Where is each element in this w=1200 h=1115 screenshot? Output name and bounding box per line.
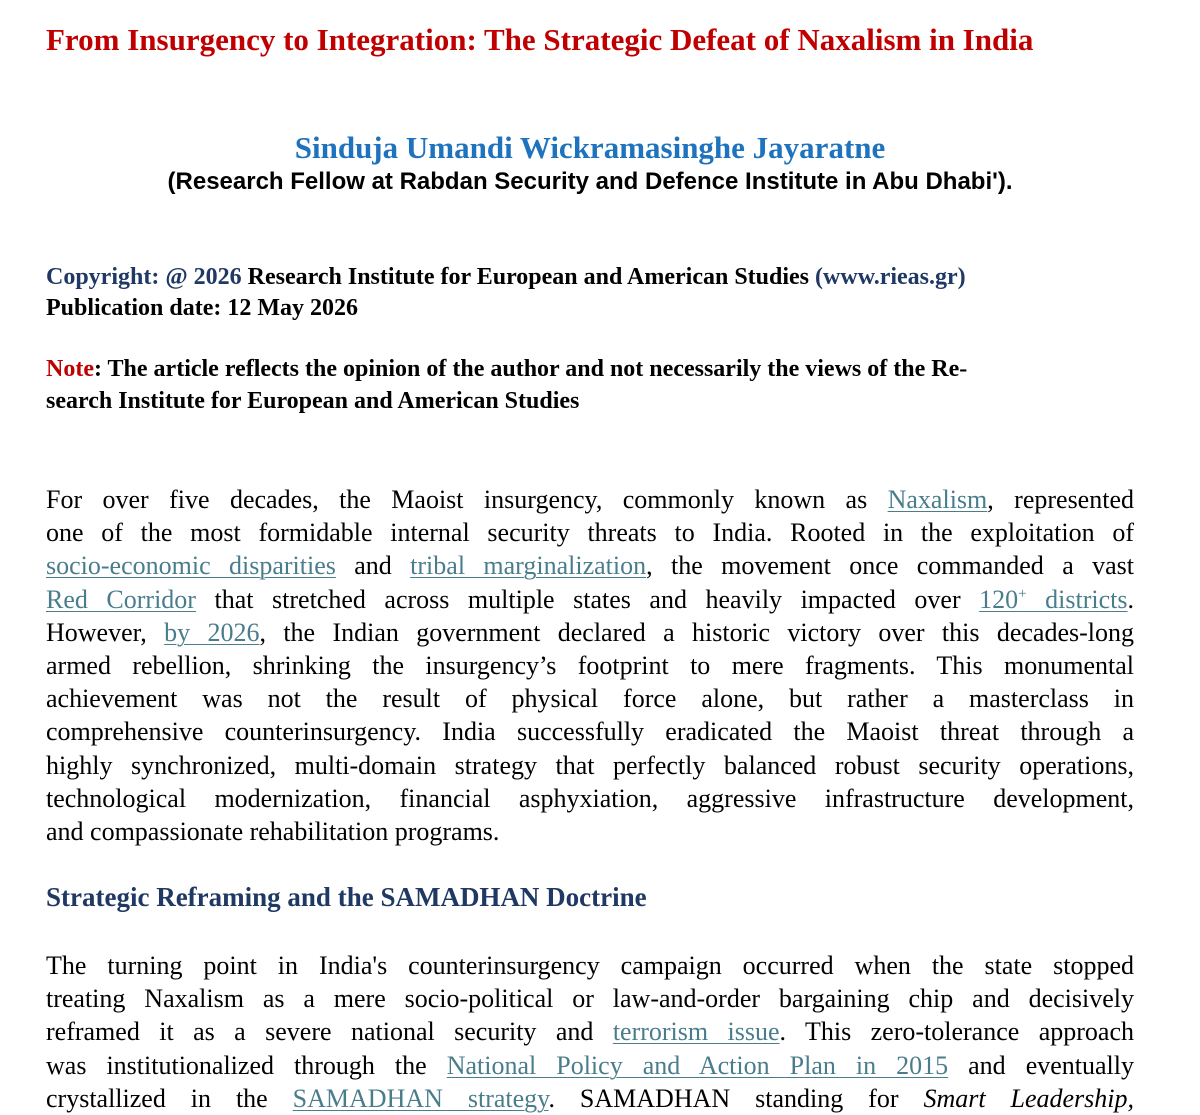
- link-socio-economic-disparities[interactable]: socio-economic disparities: [46, 551, 336, 581]
- intro-paragraph: [46, 483, 1134, 848]
- link-120-districts[interactable]: [979, 585, 1127, 614]
- link-districts-text: districts: [1026, 584, 1128, 614]
- disclaimer-note: [46, 353, 1146, 417]
- p1-line-8: comprehensive counterinsurgency. India successfully eradicated the Maoist threat through a: [46, 717, 1134, 747]
- link-120-number: 120: [979, 584, 1019, 614]
- p1-text: , the movement once commanded a vast: [646, 551, 1134, 581]
- link-by-2026[interactable]: by 2026: [164, 617, 260, 647]
- p2-text: and eventually: [948, 1050, 1134, 1080]
- p2-line-5: [46, 1082, 1134, 1115]
- p1-line-10: technological modernization, financial asphyxiation, aggressive infrastructure development,: [46, 783, 1134, 813]
- p1-line-4: [46, 583, 1134, 616]
- p1-line-5: [46, 616, 1134, 649]
- p2-text: . SAMADHAN standing for: [548, 1083, 924, 1113]
- link-samadhan-strategy[interactable]: SAMADHAN strategy: [292, 1083, 549, 1113]
- p1-line-3: [46, 549, 1134, 582]
- publication-meta: [46, 262, 1146, 324]
- note-text-1: : The article reflects the opinion of the author and not necessarily the views of the Re-: [93, 356, 968, 382]
- p2-text: . This zero-tolerance approach: [779, 1017, 1134, 1047]
- p1-text: However,: [46, 617, 165, 647]
- note-label: Note: [46, 356, 94, 382]
- superscript-plus: +: [1018, 585, 1027, 602]
- copyright-org: Research Institute for European and American Studies: [241, 264, 816, 290]
- samadhan-paragraph: [46, 949, 1134, 1115]
- p2-line-1: The turning point in India's counterinsurgency campaign occurred when the state stopped: [46, 951, 1134, 980]
- p1-line-9: highly synchronized, multi-domain strategy that perfectly balanced robust security operations,: [46, 750, 1134, 780]
- p2-line-3: [46, 1015, 1134, 1048]
- article-title: From Insurgency to Integration: The Strategic Defeat of Naxalism in India: [46, 22, 1034, 57]
- author-name: Sinduja Umandi Wickramasinghe Jayaratne: [294, 130, 886, 165]
- p1-text: .: [1127, 584, 1134, 614]
- publication-date: Publication date: 12 May 2026: [46, 295, 358, 321]
- p2-line-2: treating Naxalism as a mere socio-political or law-and-order bargaining chip and decisively: [46, 984, 1134, 1014]
- link-national-policy-action-plan[interactable]: National Policy and Action Plan in 2015: [446, 1050, 949, 1080]
- p2-text: reframed it as a severe national security and: [46, 1017, 613, 1047]
- p2-line-4: [46, 1049, 1134, 1082]
- link-terrorism-issue[interactable]: terrorism issue: [612, 1017, 780, 1047]
- p1-text: , represented: [987, 485, 1134, 514]
- p2-text: crystallized in the: [46, 1083, 293, 1113]
- p1-line-2: one of the most formidable internal security threats to India. Rooted in the exploitation of: [46, 518, 1134, 548]
- link-naxalism[interactable]: Naxalism: [887, 485, 988, 514]
- section-heading: Strategic Reframing and the SAMADHAN Doctrine: [46, 882, 647, 912]
- p2-italic-text: Smart Leadership,: [923, 1083, 1135, 1113]
- link-red-corridor[interactable]: Red Corridor: [46, 584, 196, 614]
- p2-text: was institutionalized through the: [46, 1050, 447, 1080]
- p1-text: and: [335, 551, 411, 581]
- p1-text: , the Indian government declared a historic victory over this decades-long: [259, 617, 1135, 647]
- note-line-1: [46, 353, 1146, 385]
- p1-line-6: armed rebellion, shrinking the insurgency’s footprint to mere fragments. This monumental: [46, 651, 1134, 681]
- note-line-2: search Institute for European and American Studies: [46, 388, 580, 414]
- link-tribal-marginalization[interactable]: tribal marginalization: [410, 551, 647, 581]
- copyright-url: (www.rieas.gr): [815, 264, 966, 290]
- p1-line-1: [46, 483, 1134, 516]
- p1-line-7: achievement was not the result of physical force alone, but rather a masterclass in: [46, 684, 1134, 714]
- copyright-line: [46, 262, 1146, 293]
- author-affiliation: (Research Fellow at Rabdan Security and Defence Institute in Abu Dhabi').: [167, 168, 1013, 195]
- p1-line-11: and compassionate rehabilitation programs.: [46, 817, 500, 847]
- p1-text: For over five decades, the Maoist insurgency, commonly known as: [46, 485, 888, 514]
- p1-text: that stretched across multiple states and heavily impacted over: [195, 584, 980, 614]
- copyright-label: Copyright: @ 2026: [46, 264, 242, 290]
